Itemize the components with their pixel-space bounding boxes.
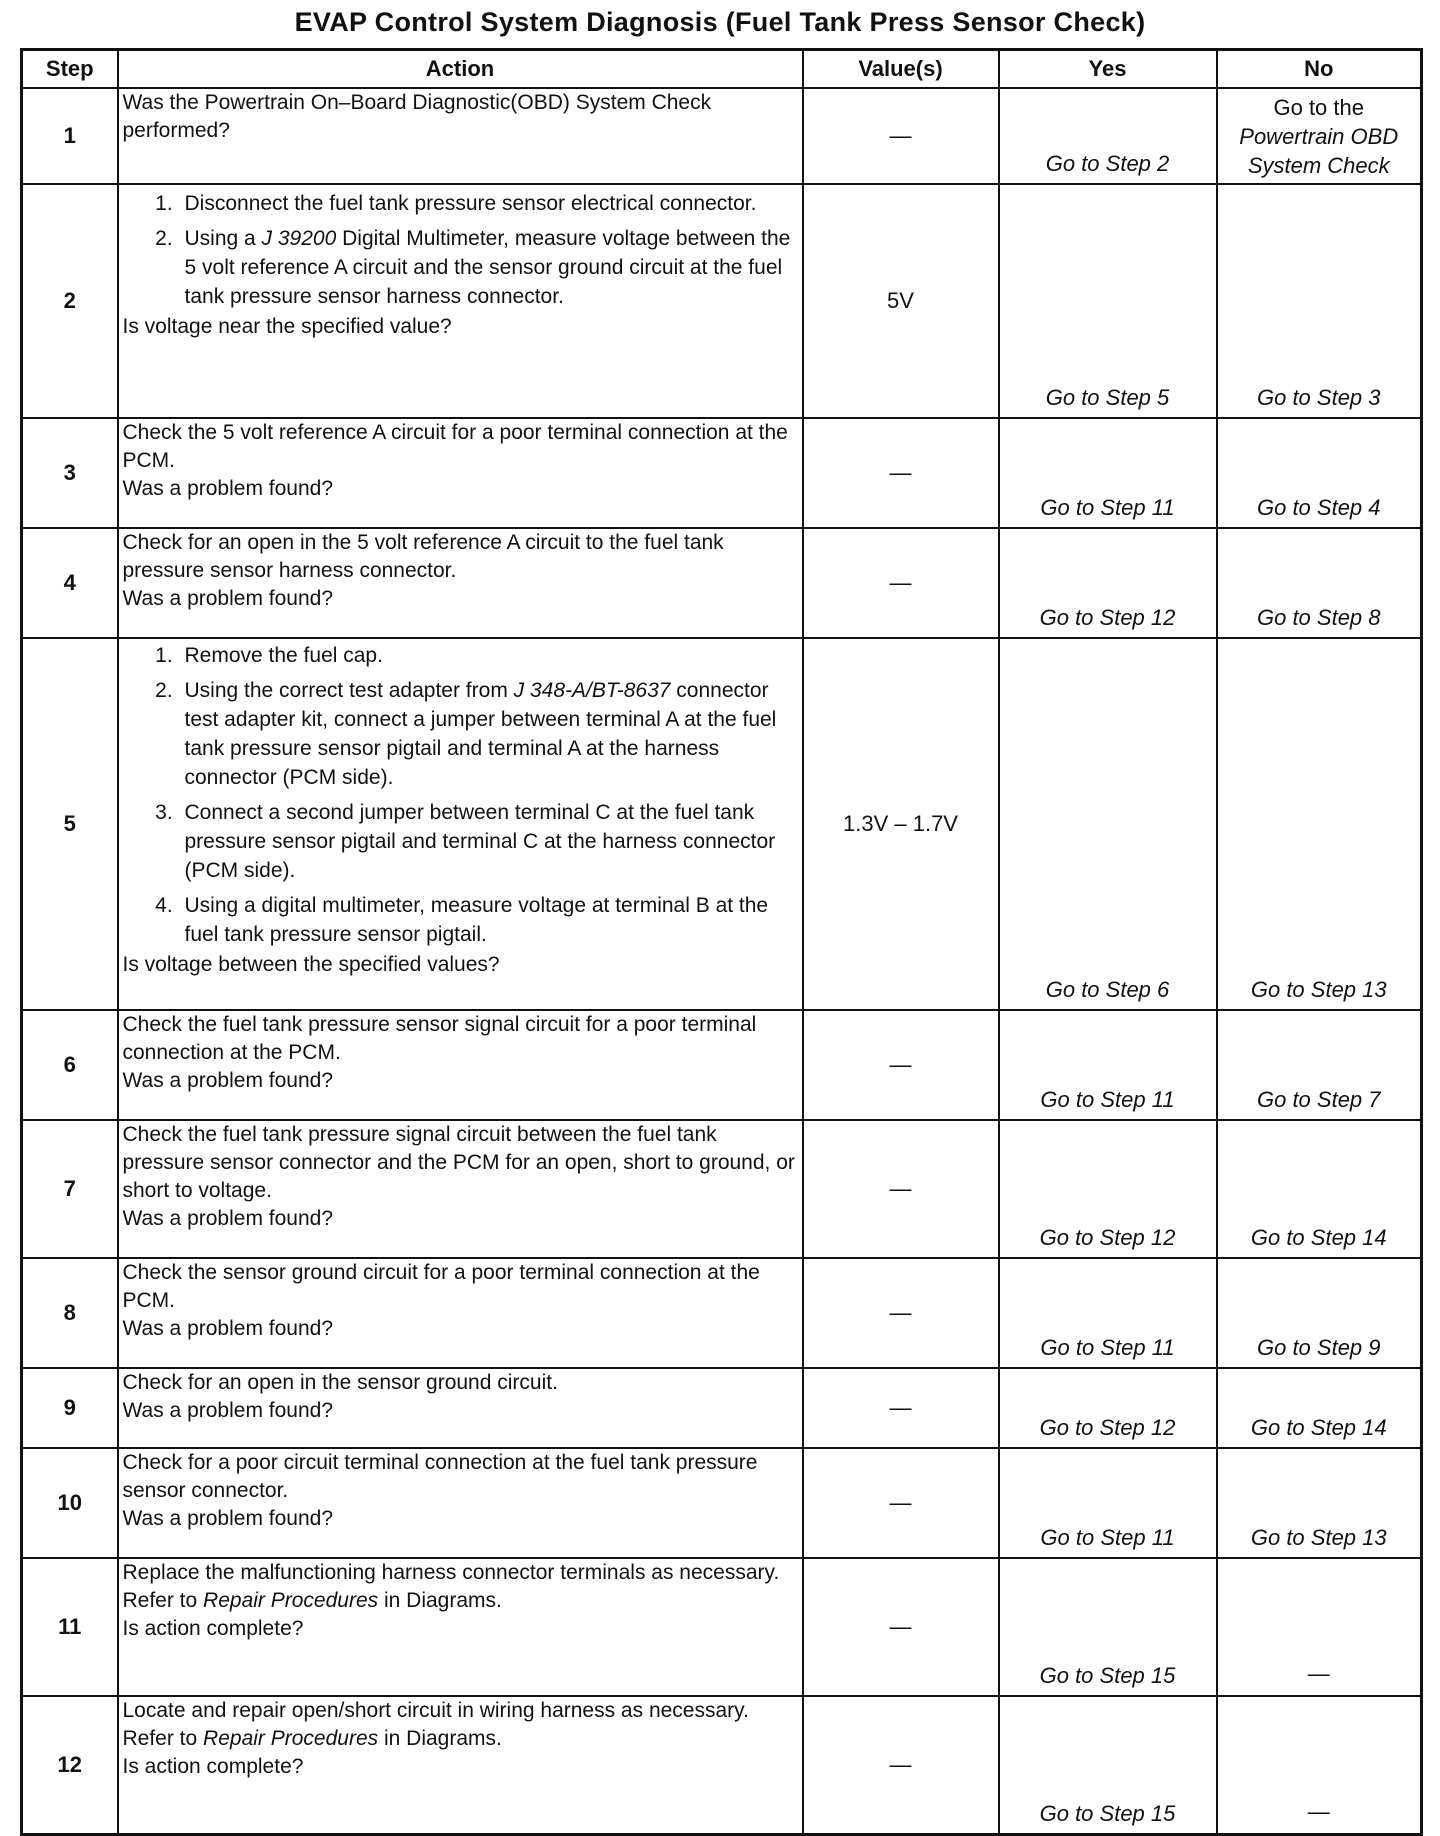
yes-cell [999, 1120, 1217, 1258]
value-cell: — [803, 1258, 999, 1368]
no-line: Go to the [1273, 95, 1364, 120]
no-goto: Go to Step 14 [1250, 1225, 1387, 1250]
action-cell [118, 1558, 803, 1696]
table-row [22, 1558, 1422, 1696]
value-cell: — [803, 528, 999, 638]
action-steps [123, 639, 798, 949]
action-description: Check for a poor circuit terminal connection at the fuel tank pressure sensor connector. [122, 1451, 758, 1502]
no-goto: Go to Step 9 [1256, 1335, 1381, 1360]
no-cell [1217, 88, 1422, 184]
table-row [22, 528, 1422, 638]
action-step: 2. Using a J 39200 Digital Multimeter, measure voltage between the 5 volt reference A circuit and the sensor ground circuit at the fuel tank pressure sensor harness connector. [179, 224, 798, 311]
no-line: System Check [1247, 153, 1390, 178]
action-cell [118, 1448, 803, 1558]
step-number: 3 [22, 418, 118, 528]
table-row [22, 1010, 1422, 1120]
action-question: Was a problem found? [122, 1399, 334, 1422]
step-number: 5 [22, 638, 118, 1010]
table-row [22, 1696, 1422, 1834]
action-step: 3. Connect a second jumper between terminal C at the fuel tank pressure sensor pigtail and terminal C at the harness connector (PCM side). [179, 798, 798, 885]
table-row [22, 1448, 1422, 1558]
no-goto: Go to Step 3 [1256, 385, 1381, 410]
action-step: 2. Using the correct test adapter from J 348-A/BT-8637 connector test adapter kit, connect a jumper between terminal A at the fuel tank pressure sensor pigtail and terminal A at the harness connector (PCM side). [179, 676, 798, 792]
no-cell [1217, 528, 1422, 638]
yes-cell [999, 528, 1217, 638]
table-row [22, 638, 1422, 1010]
action-description: Check the sensor ground circuit for a poor terminal connection at the PCM. [122, 1261, 760, 1312]
no-header: No [1217, 50, 1422, 89]
no-goto: Go to Step 4 [1256, 495, 1381, 520]
no-cell [1217, 638, 1422, 1010]
table-row [22, 88, 1422, 184]
action-cell [118, 184, 803, 418]
action-description: Check the 5 volt reference A circuit for a poor terminal connection at the PCM. [122, 421, 788, 472]
action-cell [118, 88, 803, 184]
action-cell [118, 1258, 803, 1368]
no-cell [1217, 1010, 1422, 1120]
step-number: 11 [22, 1558, 118, 1696]
action-cell [118, 1010, 803, 1120]
no-goto: Go to Step 14 [1250, 1415, 1387, 1440]
value-cell: — [803, 418, 999, 528]
yes-cell [999, 418, 1217, 528]
action-steps [123, 185, 798, 311]
action-cell [118, 1120, 803, 1258]
yes-header: Yes [999, 50, 1217, 89]
yes-cell [999, 1558, 1217, 1696]
action-cell [118, 1368, 803, 1448]
value-cell: 1.3V – 1.7V [803, 638, 999, 1010]
no-goto: Go to Step 8 [1256, 605, 1381, 630]
no-goto: — [1307, 1798, 1330, 1824]
no-cell [1217, 1696, 1422, 1834]
action-question: Was a problem found? [122, 587, 334, 610]
yes-goto: Go to Step 12 [1039, 605, 1176, 630]
yes-goto: Go to Step 12 [1039, 1415, 1176, 1440]
step-number: 8 [22, 1258, 118, 1368]
value-cell: — [803, 1448, 999, 1558]
value-cell: — [803, 1558, 999, 1696]
no-goto: Go to Step 13 [1250, 1525, 1387, 1550]
action-description: Was the Powertrain On–Board Diagnostic(OBD) System Check performed? [122, 91, 712, 142]
no-cell [1217, 1120, 1422, 1258]
action-cell [118, 528, 803, 638]
no-cell [1217, 1258, 1422, 1368]
yes-cell [999, 1010, 1217, 1120]
table-row [22, 184, 1422, 418]
action-description: Replace the malfunctioning harness connector terminals as necessary. Refer to Repair Procedures in Diagrams. [122, 1561, 780, 1612]
tool-reference: J 39200 [261, 227, 337, 250]
action-question: Is action complete? [122, 1617, 304, 1640]
step-number: 6 [22, 1010, 118, 1120]
action-question: Was a problem found? [122, 1207, 334, 1230]
header-row [22, 50, 1422, 89]
yes-goto: Go to Step 15 [1039, 1800, 1176, 1826]
action-header: Action [118, 50, 803, 89]
tool-reference: J 348-A/BT-8637 [513, 679, 671, 702]
action-cell [118, 418, 803, 528]
step-number: 2 [22, 184, 118, 418]
value-cell: — [803, 1120, 999, 1258]
yes-cell [999, 1448, 1217, 1558]
value-cell: — [803, 1696, 999, 1834]
step-number: 12 [22, 1696, 118, 1834]
action-question: Was a problem found? [122, 1317, 334, 1340]
action-cell [118, 638, 803, 1010]
no-cell [1217, 184, 1422, 418]
value-cell: 5V [803, 184, 999, 418]
action-step: 4. Using a digital multimeter, measure voltage at terminal B at the fuel tank pressure sensor pigtail. [179, 891, 798, 949]
no-goto: — [1307, 1661, 1330, 1686]
yes-goto: Go to Step 12 [1039, 1225, 1176, 1250]
step-header: Step [22, 50, 118, 89]
no-goto: Go to Step 13 [1250, 977, 1387, 1002]
no-line: Powertrain OBD [1239, 124, 1399, 149]
action-question: Is voltage near the specified value? [122, 315, 452, 338]
action-description: Locate and repair open/short circuit in wiring harness as necessary. Refer to Repair Procedures in Diagrams. [122, 1699, 749, 1750]
no-cell [1217, 1448, 1422, 1558]
no-cell [1217, 1558, 1422, 1696]
step-number: 7 [22, 1120, 118, 1258]
action-description: Check the fuel tank pressure sensor signal circuit for a poor terminal connection at the PCM. [122, 1013, 757, 1064]
yes-goto: Go to Step 11 [1040, 1335, 1175, 1360]
value-cell: — [803, 1368, 999, 1448]
yes-goto: Go to Step 11 [1040, 1525, 1175, 1550]
procedure-reference: Repair Procedures [203, 1589, 379, 1612]
yes-goto: Go to Step 11 [1040, 495, 1175, 520]
step-number: 1 [22, 88, 118, 184]
action-question: Was a problem found? [122, 1069, 334, 1092]
no-goto: Go to Step 7 [1256, 1087, 1381, 1112]
step-number: 9 [22, 1368, 118, 1448]
value-header: Value(s) [803, 50, 999, 89]
action-description: Check for an open in the sensor ground circuit. [122, 1371, 558, 1394]
yes-cell [999, 638, 1217, 1010]
no-cell [1217, 1368, 1422, 1448]
action-question: Is action complete? [122, 1755, 304, 1778]
table-row [22, 1258, 1422, 1368]
table-row [22, 418, 1422, 528]
step-number: 10 [22, 1448, 118, 1558]
yes-goto: Go to Step 6 [1045, 977, 1170, 1002]
no-goto [1218, 93, 1421, 180]
table-row [22, 1368, 1422, 1448]
diagnosis-table [20, 48, 1423, 1836]
no-cell [1217, 418, 1422, 528]
yes-goto: Go to Step 11 [1040, 1087, 1175, 1112]
value-cell: — [803, 88, 999, 184]
action-description: Check for an open in the 5 volt reference A circuit to the fuel tank pressure sensor harness connector. [122, 531, 724, 582]
procedure-reference: Repair Procedures [203, 1727, 379, 1750]
value-cell: — [803, 1010, 999, 1120]
yes-cell [999, 88, 1217, 184]
page-title: EVAP Control System Diagnosis (Fuel Tank Press Sensor Check) [294, 7, 1146, 37]
yes-goto: Go to Step 15 [1039, 1663, 1176, 1688]
yes-cell [999, 1258, 1217, 1368]
table-row [22, 1120, 1422, 1258]
action-question: Is voltage between the specified values? [122, 953, 500, 976]
action-step: 1. Remove the fuel cap. [179, 641, 798, 670]
action-question: Was a problem found? [122, 477, 334, 500]
action-step: 1. Disconnect the fuel tank pressure sensor electrical connector. [179, 189, 798, 218]
action-cell [118, 1696, 803, 1834]
yes-goto: Go to Step 2 [1045, 151, 1170, 176]
yes-cell [999, 184, 1217, 418]
yes-goto: Go to Step 5 [1045, 385, 1170, 410]
action-description: Check the fuel tank pressure signal circuit between the fuel tank pressure sensor connector and the PCM for an open, short to ground, or short to voltage. [122, 1123, 795, 1202]
action-question: Was a problem found? [122, 1507, 334, 1530]
yes-cell [999, 1368, 1217, 1448]
yes-cell [999, 1696, 1217, 1834]
step-number: 4 [22, 528, 118, 638]
